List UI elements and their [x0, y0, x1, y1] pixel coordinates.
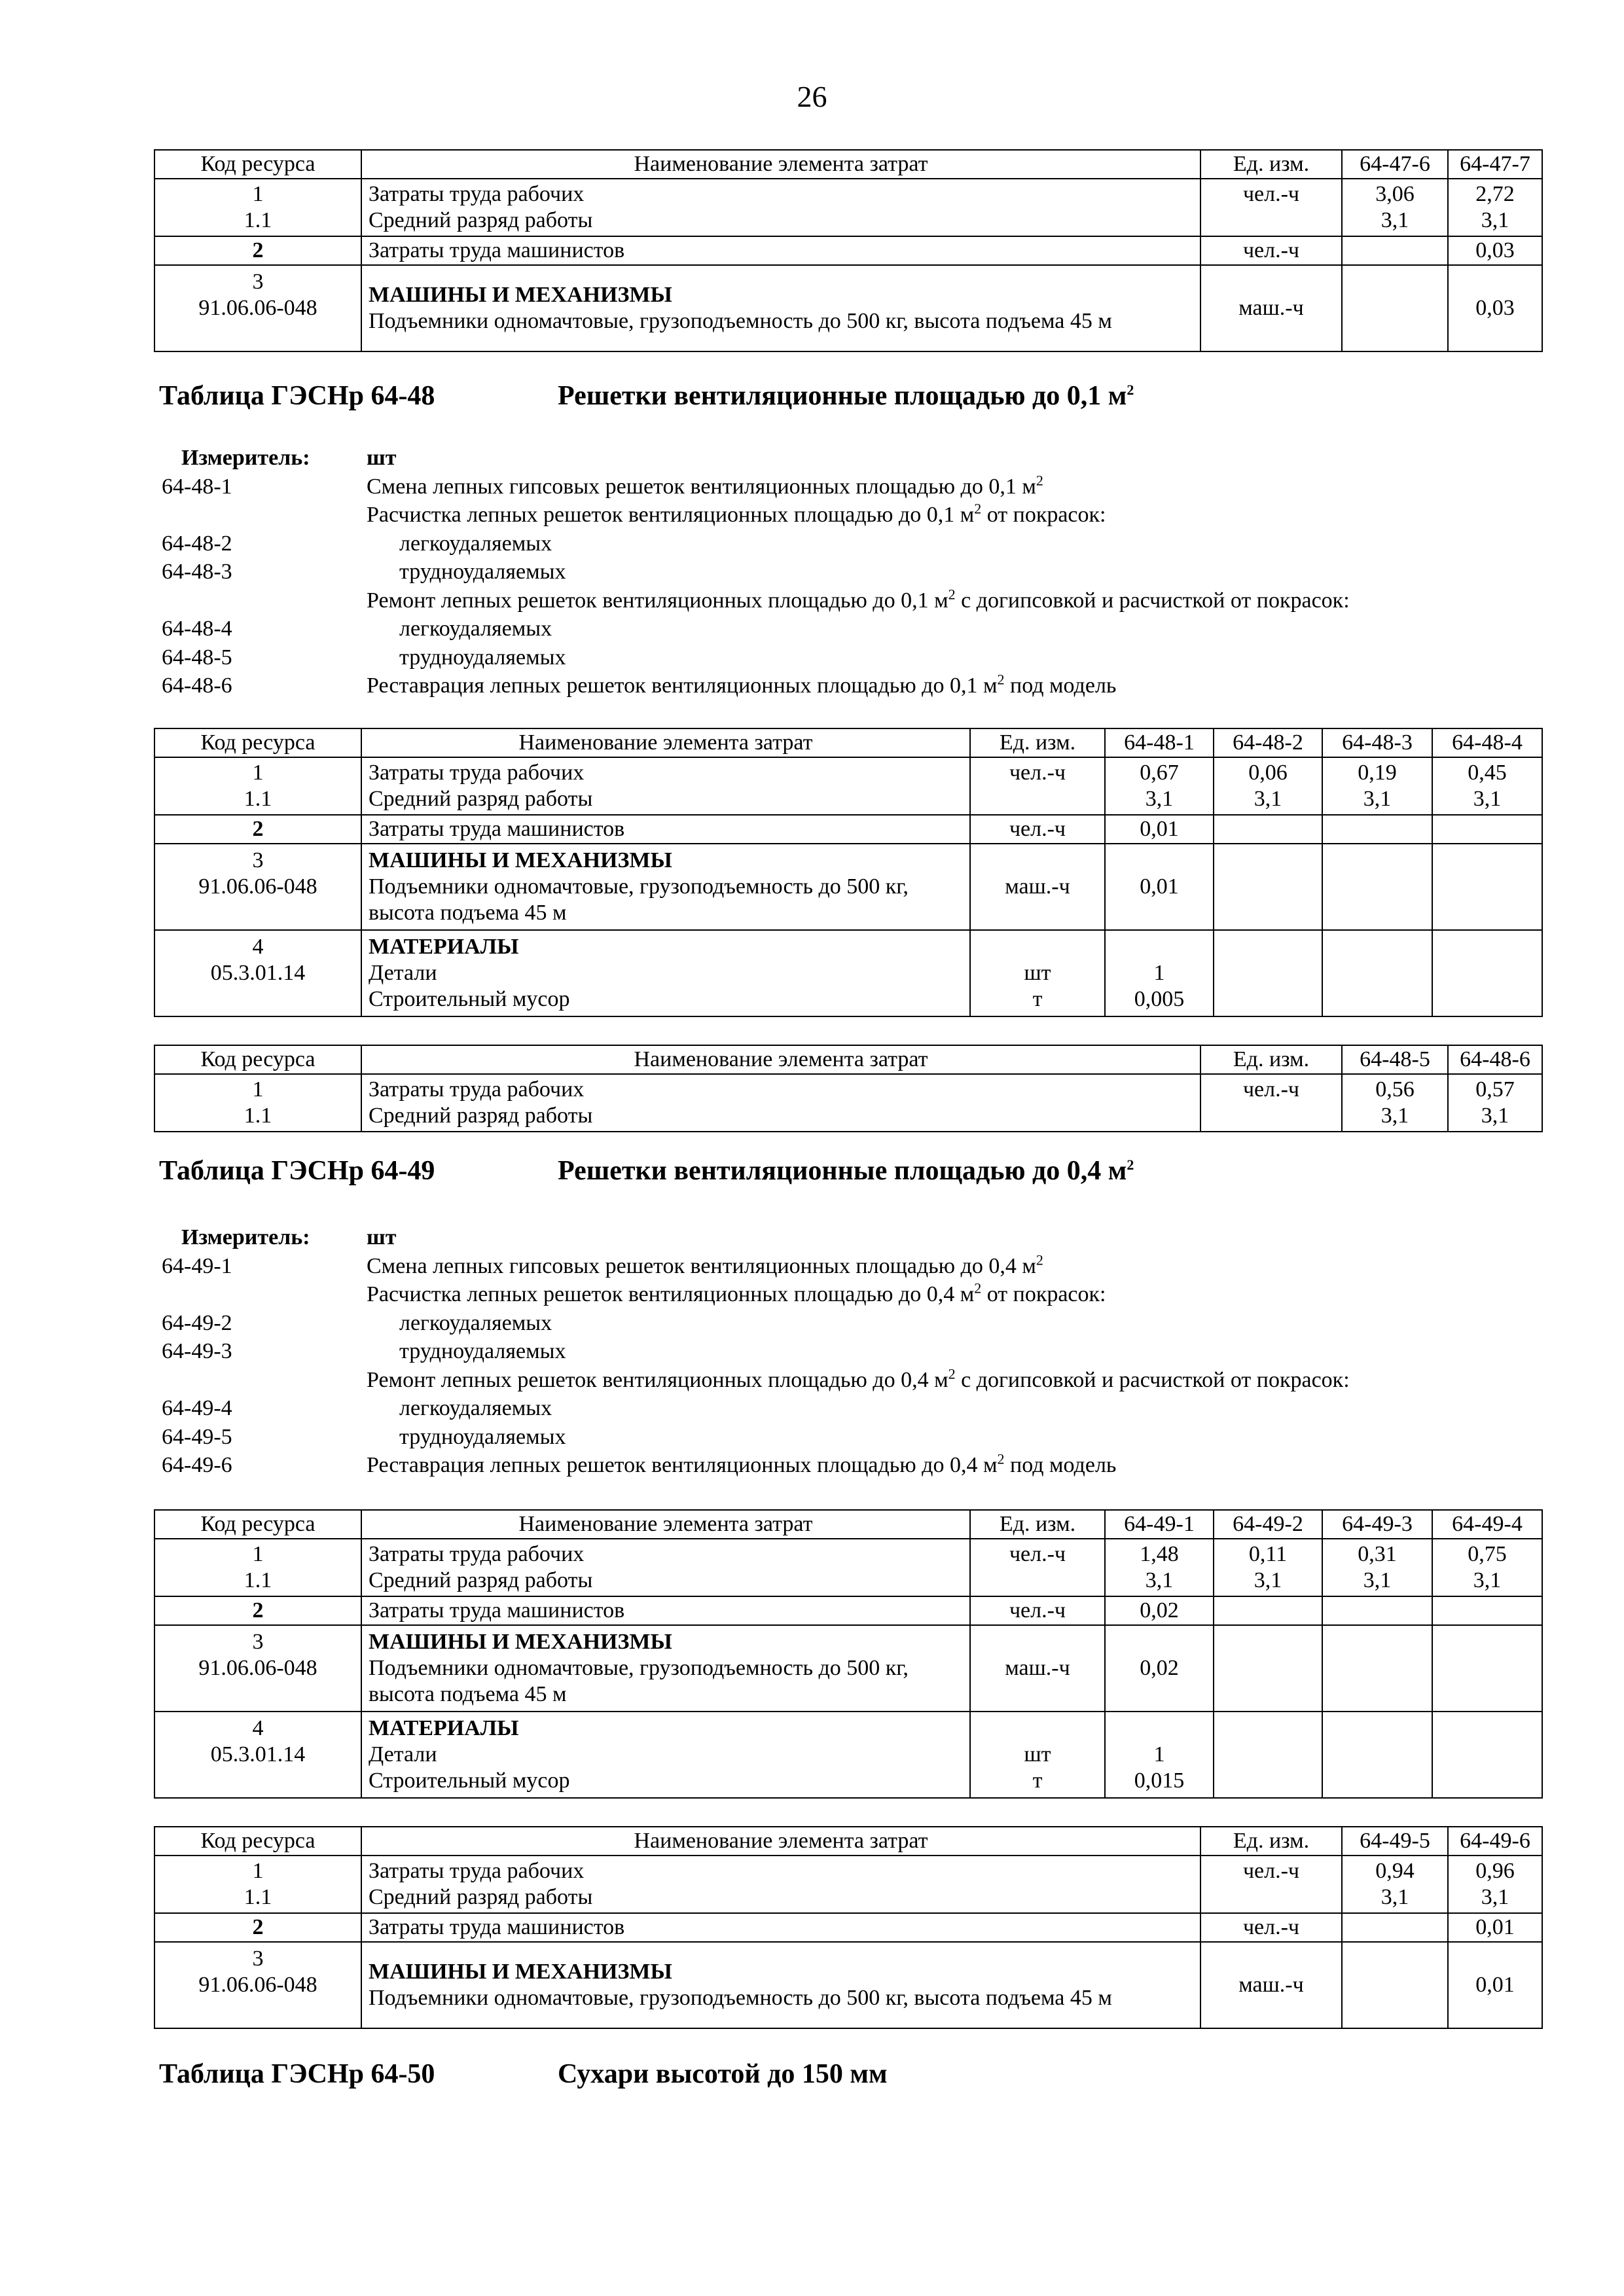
resource-table-64-47 [154, 149, 1543, 352]
header-col: 64-48-5 [1342, 1045, 1448, 1074]
header-col: 64-49-3 [1322, 1510, 1432, 1539]
row-code: 1 [252, 1077, 264, 1102]
row-code: 1.1 [244, 787, 272, 811]
table-header-row [154, 1045, 1542, 1074]
table-row [154, 1856, 1542, 1913]
header-name: Наименование элемента затрат [361, 728, 970, 757]
row-unit: маш.-ч [1005, 874, 1070, 899]
list-item: Расчистка лепных решеток вентиляционных площадью до 0,1 $м^2$ от покрасок: [367, 500, 1106, 527]
list-item: 64-49-6 Реставрация лепных решеток вентиляционных площадью до 0,4 $м^2$ под модель [162, 1450, 1117, 1477]
header-col: 64-48-4 [1432, 728, 1542, 757]
row-value: 2,72 [1475, 182, 1515, 206]
table-row [154, 1596, 1542, 1625]
list-item: 64-48-5 трудноудаляемых [162, 645, 566, 670]
row-code: 1.1 [244, 1568, 272, 1592]
row-name: Средний разряд работы [369, 1885, 593, 1909]
row-unit: чел.-ч [1242, 182, 1300, 206]
row-code: 3 [252, 848, 264, 872]
row-name: Строительный мусор [369, 987, 570, 1011]
row-unit: чел.-ч [1200, 236, 1342, 265]
row-name: Затраты труда рабочих [369, 1077, 585, 1102]
header-col: 64-48-6 [1448, 1045, 1542, 1074]
row-code: 3 [252, 1946, 264, 1971]
table-row [154, 1913, 1542, 1942]
row-code: 1 [252, 761, 264, 785]
row-value: 3,1 [1380, 1885, 1409, 1909]
table-row [154, 930, 1542, 1016]
list-item: Расчистка лепных решеток вентиляционных площадью до 0,4 $м^2$ от покрасок: [367, 1280, 1106, 1306]
row-name: МАШИНЫ И МЕХАНИЗМЫ [369, 283, 672, 307]
row-value: 0,01 [1475, 1973, 1515, 1997]
row-name: Средний разряд работы [369, 1568, 593, 1592]
row-value: 3,1 [1481, 208, 1509, 232]
row-unit: т [1032, 987, 1043, 1011]
page-number: 26 [797, 80, 827, 113]
row-name: МАШИНЫ И МЕХАНИЗМЫ [369, 1630, 672, 1654]
row-value: 3,1 [1254, 787, 1282, 811]
row-code: 1.1 [244, 208, 272, 232]
row-unit: чел.-ч [1242, 1077, 1300, 1102]
section-title: Таблица ГЭСНр 64-49 [159, 1156, 435, 1186]
header-code: Код ресурса [154, 1045, 361, 1074]
row-name: Затраты труда рабочих [369, 761, 585, 785]
header-name: Наименование элемента затрат [361, 150, 1200, 179]
resource-table-64-48-a [154, 728, 1543, 1017]
row-unit: маш.-ч [1238, 296, 1304, 320]
row-name: МАШИНЫ И МЕХАНИЗМЫ [369, 848, 672, 872]
row-value: 3,1 [1481, 1103, 1509, 1128]
row-code: 91.06.06-048 [198, 1656, 317, 1680]
row-name: Затраты труда машинистов [361, 1596, 970, 1625]
row-value: 0,03 [1475, 296, 1515, 320]
row-unit: шт [1024, 1742, 1051, 1767]
row-value: 0,01 [1140, 874, 1179, 899]
list-item: 64-49-5 трудноудаляемых [162, 1424, 566, 1449]
header-code: Код ресурса [154, 1827, 361, 1856]
list-item: 64-48-2 легкоудаляемых [162, 531, 552, 556]
header-unit: Ед. изм. [1200, 1827, 1342, 1856]
list-item: 64-48-6 Реставрация лепных решеток вентиляционных площадью до 0,1 $м^2$ под модель [162, 671, 1117, 698]
header-name: Наименование элемента затрат [361, 1045, 1200, 1074]
row-value: 1,48 [1140, 1542, 1179, 1566]
row-value: 0,94 [1375, 1859, 1415, 1883]
measure-list [162, 1223, 1536, 1480]
header-unit: Ед. изм. [1200, 1045, 1342, 1074]
row-value: 0,31 [1358, 1542, 1397, 1566]
header-col: 64-49-1 [1105, 1510, 1214, 1539]
header-col: 64-48-2 [1214, 728, 1322, 757]
row-value: 0,56 [1375, 1077, 1415, 1102]
list-item: 64-48-4 легкоудаляемых [162, 617, 552, 641]
row-value: 3,1 [1380, 1103, 1409, 1128]
row-code: 3 [252, 1630, 264, 1654]
header-col: 64-48-3 [1322, 728, 1432, 757]
row-unit: маш.-ч [1238, 1973, 1304, 1997]
row-code: 4 [252, 935, 264, 959]
list-item: 64-49-3 трудноудаляемых [162, 1339, 566, 1363]
header-col: 64-49-6 [1448, 1827, 1542, 1856]
row-value: 0,06 [1248, 761, 1288, 785]
row-value: 0,67 [1140, 761, 1179, 785]
list-item: 64-48-1 Смена лепных гипсовых решеток вентиляционных площадью до 0,1 $м^2$ [162, 472, 1043, 499]
table-row [154, 844, 1542, 930]
resource-table-64-49-b [154, 1826, 1543, 2029]
row-value: 0,45 [1468, 761, 1507, 785]
table-row [154, 236, 1542, 265]
row-name: Затраты труда рабочих [369, 1859, 585, 1883]
row-unit: чел.-ч [970, 1596, 1105, 1625]
list-item: 64-49-1 Смена лепных гипсовых решеток вентиляционных площадью до 0,4 $м^2$ [162, 1251, 1043, 1278]
measure-unit: шт [367, 1225, 397, 1249]
row-code: 91.06.06-048 [198, 296, 317, 320]
table-header-row [154, 1827, 1542, 1856]
header-name: Наименование элемента затрат [361, 1510, 970, 1539]
table-row [154, 1942, 1542, 2028]
row-name: Детали [369, 1742, 437, 1767]
row-value [1342, 236, 1448, 265]
row-name: Средний разряд работы [369, 787, 593, 811]
row-name: Подъемники одномачтовые, грузоподъемность до 500 кг, высота подъема 45 м [369, 309, 1112, 333]
row-value: 3,1 [1145, 1568, 1174, 1592]
row-code: 2 [154, 815, 361, 844]
row-value: 0,03 [1448, 236, 1542, 265]
row-name: Детали [369, 961, 437, 985]
row-value: 0,02 [1140, 1656, 1179, 1680]
row-unit: чел.-ч [1200, 1913, 1342, 1942]
table-row [154, 1539, 1542, 1596]
header-col: 64-47-6 [1342, 150, 1448, 179]
section-subject: Сухари высотой до 150 мм [558, 2059, 888, 2089]
table-row [154, 179, 1542, 236]
resource-table-64-48-b [154, 1045, 1543, 1132]
table-row [154, 265, 1542, 351]
row-code: 1.1 [244, 1885, 272, 1909]
table-row [154, 1074, 1542, 1132]
row-code: 91.06.06-048 [198, 1973, 317, 1997]
row-name: Подъемники одномачтовые, грузоподъемность до 500 кг, высота подъема 45 м [369, 874, 909, 925]
row-value: 3,1 [1363, 1568, 1392, 1592]
row-name: Средний разряд работы [369, 208, 593, 232]
list-item: Ремонт лепных решеток вентиляционных площадью до 0,1 $м^2$ с догипсовкой и расчисткой от покрасок: [367, 586, 1350, 613]
row-code: 1.1 [244, 1103, 272, 1128]
header-unit: Ед. изм. [970, 1510, 1105, 1539]
row-name: Затраты труда машинистов [361, 236, 1200, 265]
section-title: Таблица ГЭСНр 64-50 [159, 2059, 435, 2089]
row-value: 1 [1153, 1742, 1165, 1767]
row-value [1342, 1942, 1448, 2028]
header-col: 64-48-1 [1105, 728, 1214, 757]
row-name: Строительный мусор [369, 1768, 570, 1793]
measure-label: Измеритель: [181, 1225, 310, 1249]
row-name: МАШИНЫ И МЕХАНИЗМЫ [369, 1960, 672, 1984]
table-row [154, 757, 1542, 815]
row-value: 3,1 [1481, 1885, 1509, 1909]
resource-table-64-49-a [154, 1509, 1543, 1799]
row-code: 91.06.06-048 [198, 874, 317, 899]
list-item: 64-48-3 трудноудаляемых [162, 560, 566, 584]
row-value: 1 [1153, 961, 1165, 985]
table-row [154, 815, 1542, 844]
row-value: 3,1 [1473, 787, 1502, 811]
row-code: 1 [252, 1859, 264, 1883]
measure-label: Измеритель: [181, 446, 310, 470]
row-value: 0,75 [1468, 1542, 1507, 1566]
list-item: 64-49-4 легкоудаляемых [162, 1396, 552, 1420]
row-unit: чел.-ч [970, 815, 1105, 844]
row-name: МАТЕРИАЛЫ [369, 1716, 519, 1740]
row-value: 3,1 [1145, 787, 1174, 811]
row-value: 3,1 [1473, 1568, 1502, 1592]
table-row [154, 1625, 1542, 1712]
row-code: 1 [252, 1542, 264, 1566]
header-code: Код ресурса [154, 1510, 361, 1539]
row-value: 0,01 [1448, 1913, 1542, 1942]
row-name: Подъемники одномачтовые, грузоподъемность до 500 кг, высота подъема 45 м [369, 1656, 909, 1706]
table-row [154, 1712, 1542, 1798]
row-value: 0,005 [1134, 987, 1185, 1011]
table-header-row [154, 1510, 1542, 1539]
row-name: Затраты труда рабочих [369, 1542, 585, 1566]
header-code: Код ресурса [154, 728, 361, 757]
header-col: 64-49-4 [1432, 1510, 1542, 1539]
row-value [1342, 1913, 1448, 1942]
row-value: 3,1 [1380, 208, 1409, 232]
header-name: Наименование элемента затрат [361, 1827, 1200, 1856]
row-value: 0,015 [1134, 1768, 1185, 1793]
row-code: 2 [154, 236, 361, 265]
header-code: Код ресурса [154, 150, 361, 179]
row-name: Затраты труда машинистов [361, 1913, 1200, 1942]
row-value: 3,1 [1363, 787, 1392, 811]
row-name: Средний разряд работы [369, 1103, 593, 1128]
row-value: 0,01 [1105, 815, 1214, 844]
header-col: 64-49-5 [1342, 1827, 1448, 1856]
header-col: 64-47-7 [1448, 150, 1542, 179]
table-header-row [154, 150, 1542, 179]
row-value: 0,19 [1358, 761, 1397, 785]
row-code: 05.3.01.14 [210, 1742, 306, 1767]
header-unit: Ед. изм. [970, 728, 1105, 757]
row-unit: чел.-ч [1009, 1542, 1066, 1566]
header-unit: Ед. изм. [1200, 150, 1342, 179]
row-name: МАТЕРИАЛЫ [369, 935, 519, 959]
row-unit: маш.-ч [1005, 1656, 1070, 1680]
row-code: 4 [252, 1716, 264, 1740]
row-code: 1 [252, 182, 264, 206]
row-unit: чел.-ч [1242, 1859, 1300, 1883]
row-value: 0,96 [1475, 1859, 1515, 1883]
list-item: 64-49-2 легкоудаляемых [162, 1310, 552, 1335]
row-unit: шт [1024, 961, 1051, 985]
row-value: 3,1 [1254, 1568, 1282, 1592]
row-value: 3,06 [1375, 182, 1415, 206]
header-col: 64-49-2 [1214, 1510, 1322, 1539]
table-header-row [154, 728, 1542, 757]
row-name: Затраты труда рабочих [369, 182, 585, 206]
row-code: 2 [154, 1913, 361, 1942]
row-code: 2 [154, 1596, 361, 1625]
list-item: Ремонт лепных решеток вентиляционных площадью до 0,4 $м^2$ с догипсовкой и расчисткой от покрасок: [367, 1365, 1350, 1392]
row-unit: т [1032, 1768, 1043, 1793]
measure-unit: шт [367, 446, 397, 470]
row-name: Затраты труда машинистов [361, 815, 970, 844]
row-name: Подъемники одномачтовые, грузоподъемность до 500 кг, высота подъема 45 м [369, 1986, 1112, 2010]
row-value [1342, 265, 1448, 351]
row-unit: чел.-ч [1009, 761, 1066, 785]
row-value: 0,02 [1105, 1596, 1214, 1625]
section-title: Таблица ГЭСНр 64-48 [159, 381, 435, 411]
row-value: 0,11 [1248, 1542, 1288, 1566]
section-subject: Решетки вентиляционные площадью до 0,1 $м^2$ [558, 381, 1134, 411]
measure-list [162, 444, 1536, 700]
row-code: 3 [252, 270, 264, 294]
row-value: 0,57 [1475, 1077, 1515, 1102]
section-subject: Решетки вентиляционные площадью до 0,4 $м^2$ [558, 1156, 1134, 1186]
row-code: 05.3.01.14 [210, 961, 306, 985]
